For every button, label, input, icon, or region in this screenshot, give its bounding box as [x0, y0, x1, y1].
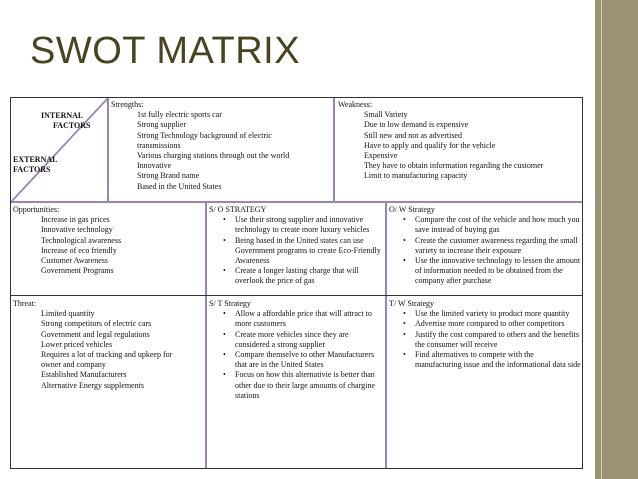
list-item: • Focus on how this alternativie is better than other due to their large amounts of chargine stations — [223, 370, 375, 400]
list-item: • Allow a affordable price that will attract to more customers — [223, 309, 372, 329]
list-item: Based in the United States — [137, 181, 222, 191]
threat-cell — [13, 299, 203, 467]
bullet-icon: • — [403, 329, 406, 339]
opportunities-heading: Opportunities: — [13, 205, 60, 214]
opportunities-list — [13, 215, 203, 276]
list-item: Strong Technology background of electric — [137, 130, 272, 140]
list-item: • Create the customer awareness regarding the small variety to increase their exposure — [403, 235, 578, 255]
list-item: Alternative Energy supplements — [41, 380, 144, 390]
list-item: Have to apply and qualify for the vehicle — [364, 140, 496, 150]
strengths-list — [111, 110, 333, 192]
strengths-cell — [111, 100, 333, 200]
list-item: • Create a longer lasting charge that will overlook the price of gas — [223, 266, 359, 286]
list-item: • Create more vehicles since they are considered a strong supplier — [223, 329, 349, 349]
list-item: Still new and not as advertised — [364, 130, 462, 140]
list-item: Small Variety — [364, 110, 408, 120]
tw-strategy-list — [389, 309, 582, 370]
list-item: owner and company — [41, 360, 106, 370]
strengths-heading: Strengths: — [111, 100, 144, 109]
list-item: • Advertise more compared to other competitors — [403, 319, 565, 329]
list-item: Technological awareness — [41, 235, 122, 245]
list-item: • Justify the cost compared to others and the benefits the consumer will receive — [403, 329, 579, 349]
list-item: Strong supplier — [137, 120, 187, 130]
bullet-icon: • — [223, 370, 226, 380]
bullet-icon: • — [403, 235, 406, 245]
grid-line-v2 — [333, 98, 335, 202]
list-item: • Use the innovative technology to lessen the amount of information needed to be obtained from the company after purchase — [403, 256, 581, 286]
bullet-icon: • — [223, 350, 226, 360]
bullet-icon: • — [403, 350, 406, 360]
list-item: They have to obtain information regarding the customer — [364, 161, 544, 171]
so-strategy-heading: S/ O STRATEGY — [209, 205, 267, 214]
list-item: • Compare the cost of the vehicle and how much you save instead of buying gas — [403, 215, 580, 235]
swot-matrix — [10, 97, 583, 469]
external-factors-label: EXTERNAL FACTORS — [13, 155, 58, 174]
grid-line-h2 — [11, 295, 582, 296]
tw-strategy-cell — [389, 299, 582, 467]
slide-title: SWOT MATRIX — [30, 30, 301, 72]
st-strategy-list — [209, 309, 384, 401]
bullet-icon: • — [403, 319, 406, 329]
so-strategy-list — [209, 215, 384, 286]
bullet-icon: • — [223, 329, 226, 339]
st-strategy-heading: S/ T Strategy — [209, 299, 251, 308]
list-item: Customer Awareness — [41, 256, 109, 266]
list-item: Established Manufacturers — [41, 370, 127, 380]
bullet-icon: • — [223, 215, 226, 225]
weakness-list — [338, 110, 582, 181]
grid-line-v4 — [385, 202, 387, 468]
list-item: Lower priced vehicles — [41, 339, 113, 349]
list-item: Due to low demand is expensive — [364, 120, 469, 130]
list-item: Various charging stations through out the world — [137, 151, 290, 161]
list-item: Strong Brand name — [137, 171, 200, 181]
grid-line-v3 — [205, 202, 207, 468]
bullet-icon: • — [223, 309, 226, 319]
side-stripe — [601, 0, 602, 479]
list-item: Government Programs — [41, 266, 114, 276]
bullet-icon: • — [403, 215, 406, 225]
corner-header — [11, 98, 108, 202]
list-item: • Being based in the United states can use Government programs to create Eco-Friendly Awareness — [223, 235, 381, 266]
list-item: • Compare themselve to other Manufacturers that are in the United States — [223, 350, 375, 370]
list-item: Strong competitors of electric cars — [41, 319, 152, 329]
list-item: Limited quantity — [41, 309, 95, 319]
tw-strategy-heading: T/ W Strategy — [389, 299, 435, 308]
side-decoration-bar — [595, 0, 638, 479]
so-strategy-cell — [209, 205, 384, 294]
opportunities-cell — [13, 205, 203, 294]
list-item: • Find alternatives to compete with the manufacturing issue and the informational data side — [403, 350, 581, 370]
list-item: Increase of eco friendly — [41, 245, 117, 255]
list-item: • Use their strong supplier and innovative technology to create more luxury vehicles — [223, 215, 370, 235]
list-item: transmissions — [137, 140, 181, 150]
list-item: 1st fully electric sports car — [137, 110, 222, 120]
list-item: Innovative technology — [41, 225, 113, 235]
internal-factors-label: INTERNAL FACTORS — [41, 111, 91, 130]
bullet-icon: • — [403, 256, 406, 266]
weakness-heading: Weakness: — [338, 100, 373, 109]
list-item: Government and legal regulations — [41, 329, 150, 339]
bullet-icon: • — [403, 309, 406, 319]
list-item: • Use the limited variety to product more quantity — [403, 309, 570, 319]
list-item: Limit to manufacturing capacity — [364, 171, 468, 181]
threat-list — [13, 309, 203, 391]
list-item: Innovative — [137, 161, 172, 171]
ow-strategy-heading: O/ W Strategy — [389, 205, 435, 214]
ow-strategy-list — [389, 215, 582, 286]
bullet-icon: • — [223, 266, 226, 276]
weakness-cell — [338, 100, 582, 200]
ow-strategy-cell — [389, 205, 582, 294]
list-item: Increase in gas prices — [41, 215, 110, 225]
list-item: Requires a lot of tracking and upkeep for — [41, 350, 173, 360]
list-item: Expensive — [364, 151, 398, 161]
st-strategy-cell — [209, 299, 384, 467]
bullet-icon: • — [223, 235, 226, 245]
threat-heading: Threat: — [13, 299, 37, 308]
